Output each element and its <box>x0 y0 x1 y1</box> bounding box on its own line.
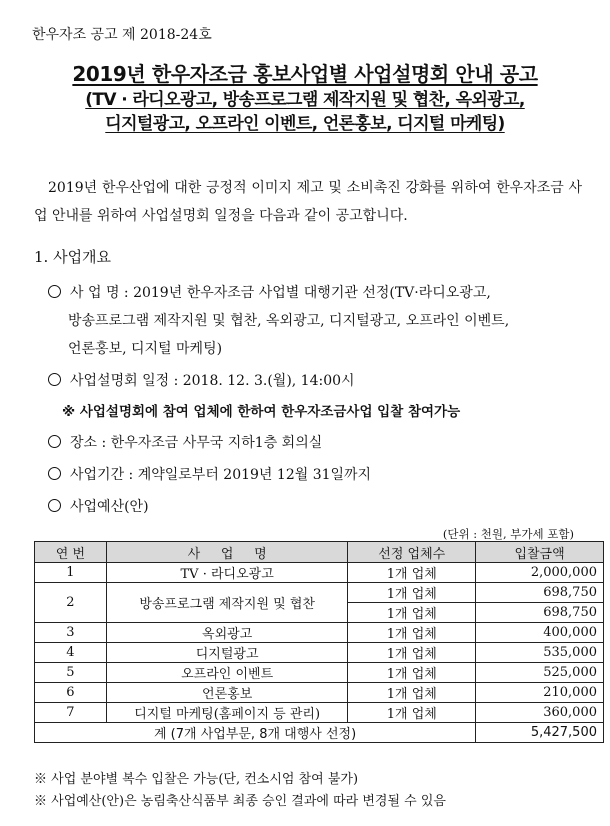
table-row: 7 디지털 마케팅(홈페이지 등 관리) 1개 업체 360,000 <box>35 703 604 723</box>
circle-bullet-icon <box>48 285 61 298</box>
location-text: 장소 : 한우자조금 사무국 지하1층 회의실 <box>70 435 323 451</box>
budget-heading-text: 사업예산(안) <box>70 499 149 515</box>
notice-title: 2019년 한우자조금 홍보사업별 사업설명회 안내 공고 <box>72 62 538 86</box>
period-text: 사업기간 : 계약일로부터 2019년 12월 31일까지 <box>70 467 372 483</box>
notice-serial-number: 한우자조 공고 제 2018-24호 <box>32 27 212 43</box>
table-row: 5 오프라인 이벤트 1개 업체 525,000 <box>35 663 604 683</box>
table-row: 1개 업체 698,750 <box>35 603 604 623</box>
table-total-row <box>35 723 604 743</box>
list-item-briefing-date <box>48 370 355 390</box>
circle-bullet-icon <box>48 435 61 448</box>
total-label: 계 (7개 사업부문, 8개 대행사 선정) <box>35 723 476 743</box>
list-item-period <box>48 464 371 484</box>
circle-bullet-icon <box>48 373 61 386</box>
circle-bullet-icon <box>48 467 61 480</box>
total-amount: 5,427,500 <box>476 723 604 743</box>
circle-bullet-icon <box>48 499 61 512</box>
table-row: 3 옥외광고 1개 업체 400,000 <box>35 623 604 643</box>
notice-subtitle-line2: 디지털광고, 오프라인 이벤트, 언론홍보, 디지털 마케팅) <box>105 114 505 134</box>
header-no: 연 번 <box>35 542 107 563</box>
project-name-line1: 사 업 명 : 2019년 한우자조금 사업별 대행기관 선정(TV·라디오광고, <box>70 285 491 301</box>
briefing-participation-note: ※ 사업설명회에 참여 업체에 한하여 한우자조금사업 입찰 참여가능 <box>62 404 461 420</box>
header-project: 사 업 명 <box>106 542 348 563</box>
table-row: 1 TV · 라디오광고 1개 업체 2,000,000 <box>35 563 604 583</box>
footnote-multiple-bids: ※ 사업 분야별 복수 입찰은 가능(단, 컨소시엄 참여 불가) <box>34 772 359 787</box>
list-item-budget-heading <box>48 496 149 516</box>
project-name-line3: 언론홍보, 디지털 마케팅) <box>68 341 223 357</box>
project-name-line2: 방송프로그램 제작지원 및 협찬, 옥외광고, 디지털광고, 오프라인 이벤트, <box>68 313 510 329</box>
header-amount: 입찰금액 <box>476 542 604 563</box>
section-heading-overview: 1. 사업개요 <box>34 248 112 266</box>
briefing-date-text: 사업설명회 일정 : 2018. 12. 3.(월), 14:00시 <box>70 373 355 389</box>
intro-paragraph: 2019년 한우산업에 대한 긍정적 이미지 제고 및 소비촉진 강화를 위하여 한우자조금 사업 안내를 위하여 사업설명회 일정을 다음과 같이 공고합니다. <box>34 180 582 224</box>
notice-title-block <box>0 60 610 136</box>
list-item-location <box>48 432 322 452</box>
notice-subtitle-line1: (TV · 라디오광고, 방송프로그램 제작지원 및 협찬, 옥외광고, <box>85 90 525 110</box>
budget-table <box>34 541 604 743</box>
table-row: 4 디지털광고 1개 업체 535,000 <box>35 643 604 663</box>
table-row: 2 방송프로그램 제작지원 및 협찬 1개 업체 698,750 <box>35 583 604 603</box>
table-header-row <box>35 542 604 563</box>
table-row: 6 언론홍보 1개 업체 210,000 <box>35 683 604 703</box>
list-item-project-name <box>48 282 491 302</box>
budget-unit-note: (단위 : 천원, 부가세 포함) <box>442 527 574 541</box>
header-count: 선정 업체수 <box>348 542 476 563</box>
footnote-budget-approval: ※ 사업예산(안)은 농림축산식품부 최종 승인 결과에 따라 변경될 수 있음 <box>34 794 446 809</box>
